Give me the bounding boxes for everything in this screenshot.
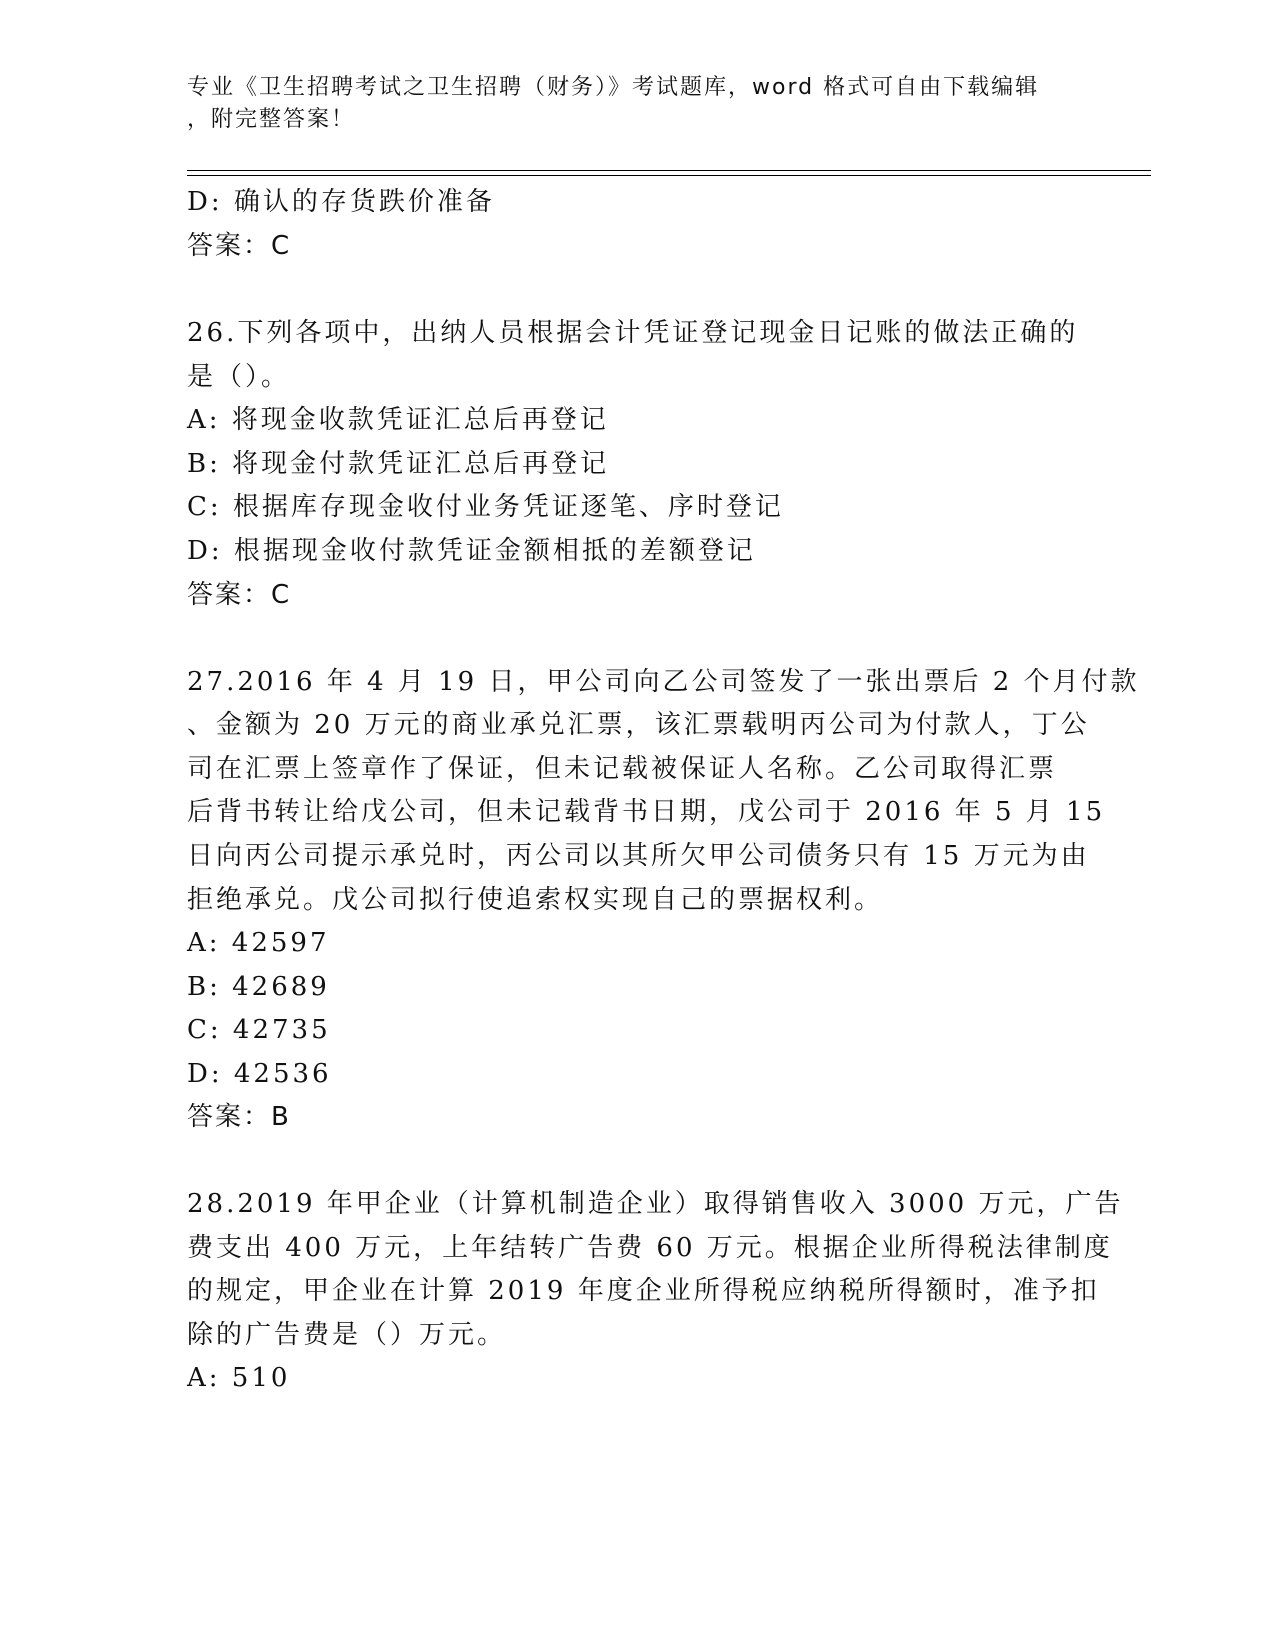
q27-stem-line-2: 、金额为 20 万元的商业承兑汇票，该汇票载明丙公司为付款人，丁公 [187,710,1090,740]
q26-answer: 答案：C [187,580,292,610]
q26-stem-line-2: 是（）。 [187,362,291,392]
q28-stem-line-4: 除的广告费是（）万元。 [187,1320,507,1350]
q27-stem-line-6: 拒绝承兑。戊公司拟行使追索权实现自己的票据权利。 [187,885,884,915]
q27-stem-line-3: 司在汇票上签章作了保证，但未记载被保证人名称。乙公司取得汇票 [187,754,1058,784]
q28-stem-line-1: 28.2019 年甲企业（计算机制造企业）取得销售收入 3000 万元，广告 [187,1189,1124,1219]
q28-stem-line-2: 费支出 400 万元，上年结转广告费 60 万元。根据企业所得税法律制度 [187,1233,1113,1263]
q27-answer: 答案：B [187,1102,291,1132]
q27-stem-line-5: 日向丙公司提示承兑时，丙公司以其所欠甲公司债务只有 15 万元为由 [187,841,1090,871]
header-rule-top [187,170,1151,171]
q25-answer: 答案：C [187,231,292,261]
q26-option-c: C: 根据库存现金收付业务凭证逐笔、序时登记 [187,492,784,522]
q27-stem-line-4: 后背书转让给戊公司，但未记载背书日期，戊公司于 2016 年 5 月 15 [187,797,1106,827]
q25-option-d: D: 确认的存货跌价准备 [187,187,495,217]
header-title-line-2: ，附完整答案！ [187,107,356,132]
q28-stem-line-3: 的规定，甲企业在计算 2019 年度企业所得税应纳税所得额时，准予扣 [187,1276,1100,1306]
q27-stem-line-1: 27.2016 年 4 月 19 日，甲公司向乙公司签发了一张出票后 2 个月付款 [187,667,1140,697]
header-title-line-1: 专业《卫生招聘考试之卫生招聘（财务）》考试题库，word 格式可自由下载编辑 [187,75,1040,100]
header-rule-bottom [187,175,1151,176]
q26-option-a: A: 将现金收款凭证汇总后再登记 [187,405,609,435]
q26-option-d: D: 根据现金收付款凭证金额相抵的差额登记 [187,536,756,566]
q27-option-c: C: 42735 [187,1015,331,1045]
q26-stem-line-1: 26.下列各项中，出纳人员根据会计凭证登记现金日记账的做法正确的 [187,318,1079,348]
q26-option-b: B: 将现金付款凭证汇总后再登记 [187,449,610,479]
q27-option-b: B: 42689 [187,972,330,1002]
q27-option-a: A: 42597 [187,928,330,958]
q28-option-a: A: 510 [187,1363,291,1393]
q27-option-d: D: 42536 [187,1059,332,1089]
